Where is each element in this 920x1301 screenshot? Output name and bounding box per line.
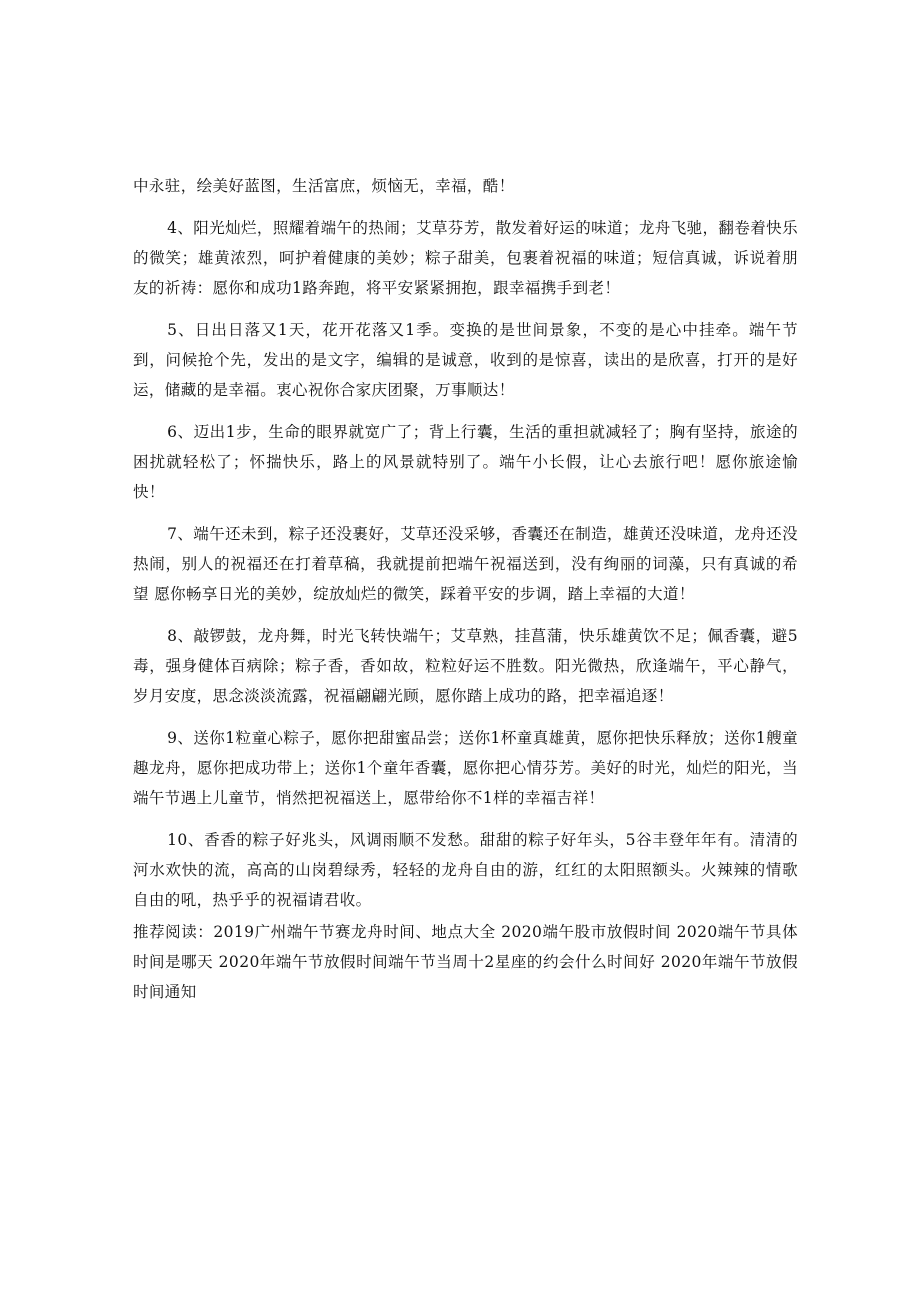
paragraph-item-6: 6、迈出1步，生命的眼界就宽广了；背上行囊，生活的重担就减轻了；胸有坚持，旅途的困扰就轻松了；怀揣快乐，路上的风景就特别了。端午小长假，让心去旅行吧！愿你旅途愉快！ (133, 423, 798, 501)
paragraph-item-10: 10、香香的粽子好兆头，风调雨顺不发愁。甜甜的粽子好年头，5谷丰登年年有。清清的河水欢快的流，高高的山岗碧绿秀，轻轻的龙舟自由的游，红红的太阳照额头。火辣辣的情歌自由的吼，热乎乎的祝福请君收。 (133, 831, 798, 909)
paragraph-item-7: 7、端午还未到，粽子还没裹好，艾草还没采够，香囊还在制造，雄黄还没味道，龙舟还没热闹，别人的祝福还在打着草稿，我就提前把端午祝福送到，没有绚丽的词藻，只有真诚的希望 愿你畅享日光的美妙，绽放灿烂的微笑，踩着平安的步调，踏上幸福的大道！ (133, 525, 798, 603)
paragraph-item-8: 8、敲锣鼓，龙舟舞，时光飞转快端午；艾草熟，挂菖蒲，快乐雄黄饮不足；佩香囊，避5毒，强身健体百病除；粽子香，香如故，粒粒好运不胜数。阳光微热，欣逢端午，平心静气，岁月安度，思念淡淡流露，祝福翩翩光顾，愿你踏上成功的路，把幸福追逐！ (133, 627, 798, 705)
paragraph-item-4: 4、阳光灿烂，照耀着端午的热闹；艾草芬芳，散发着好运的味道；龙舟飞驰，翻卷着快乐的微笑；雄黄浓烈，呵护着健康的美妙；粽子甜美，包裹着祝福的味道；短信真诚，诉说着朋友的祈祷：愿你和成功1路奔跑，将平安紧紧拥抱，跟幸福携手到老！ (133, 219, 798, 297)
paragraph-item-5: 5、日出日落又1天，花开花落又1季。变换的是世间景象，不变的是心中挂牵。端午节到，问候抢个先，发出的是文字，编辑的是诚意，收到的是惊喜，读出的是欣喜，打开的是好运，储藏的是幸福。衷心祝你合家庆团聚，万事顺达！ (133, 321, 798, 399)
recommended-reading: 推荐阅读：2019广州端午节赛龙舟时间、地点大全 2020端午股市放假时间 2020端午节具体时间是哪天 2020年端午节放假时间端午节当周十2星座的约会什么时间好 2020年端午节放假时间通知 (133, 923, 798, 1001)
document-body (133, 171, 798, 1007)
paragraph-continuation: 中永驻，绘美好蓝图，生活富庶，烦恼无，幸福，酷！ (133, 177, 515, 195)
paragraph-item-9: 9、送你1粒童心粽子，愿你把甜蜜品尝；送你1杯童真雄黄，愿你把快乐释放；送你1艘童趣龙舟，愿你把成功带上；送你1个童年香囊，愿你把心情芬芳。美好的时光，灿烂的阳光，当端午节遇上儿童节，悄然把祝福送上，愿带给你不1样的幸福吉祥！ (133, 729, 798, 807)
